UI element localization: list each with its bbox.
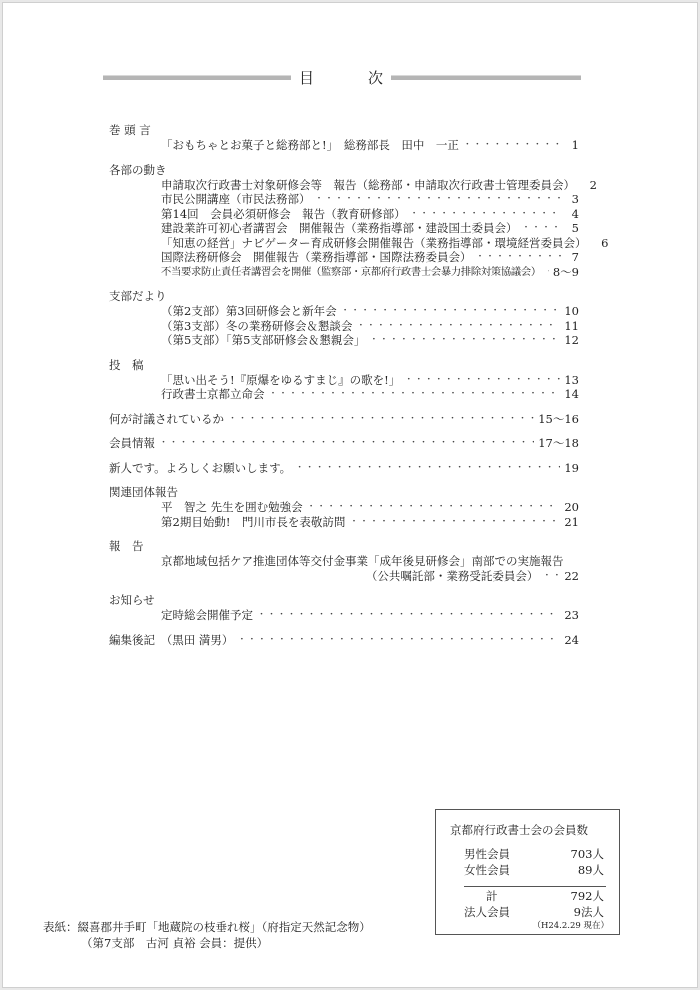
member-value: 703人 [570,847,604,861]
section-heading: 支部だより [109,289,167,303]
toc-entry-line[interactable] [109,554,579,569]
toc-entry[interactable] [109,192,579,207]
entry-page: 3 [571,192,579,206]
entry-page: 5 [571,221,579,235]
page [2,2,698,988]
section-heading: お知らせ [109,593,155,607]
leader-dots [463,138,561,153]
entry-page: 6 [601,235,609,250]
leader-dots [237,633,560,648]
entry-title: 「知恵の経営」ナビゲーター育成研修会開催報告（業務指導部・環境経営委員会） [161,235,587,250]
entry-page: 17〜18 [538,436,579,450]
member-label: 法人会員 [464,905,510,919]
entry-title: 新人です。よろしくお願いします。 [109,460,292,475]
member-value: 792人 [570,889,604,903]
leader-dots [307,500,561,515]
entry-page: 15〜16 [538,411,579,426]
section-branches [109,289,579,348]
member-value: 89人 [577,863,604,877]
member-label: 男性会員 [464,847,510,861]
toc-entry[interactable] [109,207,579,222]
leader-dots [228,412,534,427]
toc-heading-char: 次 [367,69,385,87]
section-related-orgs [109,485,579,529]
section-contributions [109,358,579,402]
toc-entry[interactable] [109,235,609,251]
member-row-corp [464,904,604,920]
entry-title: （第2支部）第3回研修会と新年会 [161,304,337,318]
entry-title: 不当要求防止責任者講習会を開催（監察部・京都府行政書士会暴力排除対策協議会） [161,265,541,278]
member-box-title: 京都府行政書士会の会員数 [450,823,588,837]
toc-entry[interactable] [109,373,579,388]
entry-page: 10 [564,304,579,318]
entry-title: 「おもちゃとお菓子と総務部と!」 総務部長 田中 一正 [161,138,459,152]
entry-title: 第14回 会員必須研修会 報告（教育研修部） [161,206,406,221]
title-rule-right [391,75,581,80]
toc-entry[interactable] [109,387,579,402]
toc-entry[interactable] [109,436,579,451]
leader-dots [476,250,562,265]
toc-entry[interactable] [109,412,579,427]
toc-entry[interactable] [109,265,579,280]
leader-dots [295,461,560,476]
leader-dots [542,569,560,584]
member-label: 女性会員 [464,863,510,877]
member-row-total [464,888,604,904]
section-preface [109,123,579,153]
leader-dots [369,333,560,348]
entry-title: 何が討議されているか [109,411,224,426]
leader-dots [522,221,562,236]
entry-title: （第3支部）冬の業務研修会＆懇談会 [161,318,353,333]
toc-title [103,65,581,89]
as-of-note: （H24.2.29 現在） [532,921,609,931]
toc-heading [299,67,385,88]
entry-title: 「思い出そう!『原爆をゆるすまじ』の歌を!」 [161,372,401,387]
toc-entry[interactable] [109,221,579,236]
entry-page: 4 [571,206,579,221]
entry-page: 23 [564,608,579,622]
entry-title: 会員情報 [109,436,155,450]
member-value: 9法人 [573,905,604,919]
entry-page: 19 [564,460,579,475]
entry-title: 平 智之 先生を囲む勉強会 [161,500,303,514]
toc-entry[interactable] [109,333,579,348]
toc-entry[interactable] [109,608,579,623]
entry-page: 11 [564,318,579,333]
entry-page: 8〜9 [552,264,579,279]
section-notice [109,593,579,623]
entry-page: 22 [564,568,579,583]
toc-entry[interactable] [109,177,597,193]
leader-dots [404,373,560,388]
entry-page: 21 [564,514,579,529]
toc-entry[interactable] [109,500,579,515]
section-departments [109,162,609,280]
leader-dots [410,207,561,222]
leader-dots [545,265,549,280]
table-of-contents [109,123,609,657]
entry-page: 2 [589,177,597,192]
toc-entry[interactable] [109,319,579,334]
toc-entry[interactable] [109,250,579,265]
entry-page: 12 [564,333,579,347]
cover-credit-line: （第7支部 古河 貞裕 会員：提供） [81,936,269,950]
entry-title: 国際法務研修会 開催報告（業務指導部・国際法務委員会） [161,250,472,264]
entry-title: 京都地域包括ケア推進団体等交付金事業「成年後見研修会」南部での実施報告 [161,554,564,568]
leader-dots [257,608,560,623]
member-label: 計 [486,889,498,903]
entry-title: 建設業許可初心者講習会 開催報告（業務指導部・建設国土委員会） [161,221,518,235]
entry-page: 20 [564,500,579,514]
toc-entry-line[interactable] [109,569,579,584]
leader-dots [349,515,560,530]
toc-entry[interactable] [109,515,579,530]
section-heading: 報 告 [109,539,144,553]
entry-page: 24 [564,632,579,647]
leader-dots [356,319,560,334]
member-row-female [464,862,604,878]
section-heading: 各部の動き [109,162,167,177]
toc-entry[interactable] [109,138,579,153]
entry-title: 第2期目始動! 門川市長を表敬訪問 [161,514,346,529]
leader-dots [269,387,561,402]
entry-page: 7 [571,250,579,264]
leader-dots [341,304,561,319]
toc-entry[interactable] [109,461,579,476]
entry-page: 14 [564,387,579,401]
section-heading: 投 稿 [109,357,144,372]
toc-entry[interactable] [109,633,579,648]
section-report [109,539,579,583]
entry-title: 編集後記 （黒田 満男） [109,632,234,647]
entry-page: 13 [564,372,579,387]
title-rule-left [103,75,291,80]
cover-credit [43,919,371,951]
leader-dots [159,436,534,451]
entry-title: 市民公開講座（市民法務部） [161,192,311,206]
member-row-male [464,846,604,862]
member-count-box [435,809,620,935]
toc-entry[interactable] [109,304,579,319]
entry-subtitle: （公共嘱託部・業務受託委員会） [365,568,539,583]
leader-dots [315,192,562,207]
entry-page: 1 [571,138,579,152]
entry-title: 定時総会開催予定 [161,608,253,622]
entry-title: （第5支部）「第5支部研修会＆懇親会」 [161,333,366,347]
cover-credit-line: 表紙：綴喜郡井手町「地蔵院の枝垂れ桜」（府指定天然記念物） [43,920,371,934]
entry-title: 申請取次行政書士対象研修会等 報告（総務部・申請取次行政書士管理委員会） [161,177,575,192]
entry-title: 行政書士京都立命会 [161,387,265,401]
section-heading: 関連団体報告 [109,485,178,499]
sum-rule [464,886,606,887]
toc-heading-char: 目 [299,69,317,87]
section-heading: 巻 頭 言 [109,123,151,137]
